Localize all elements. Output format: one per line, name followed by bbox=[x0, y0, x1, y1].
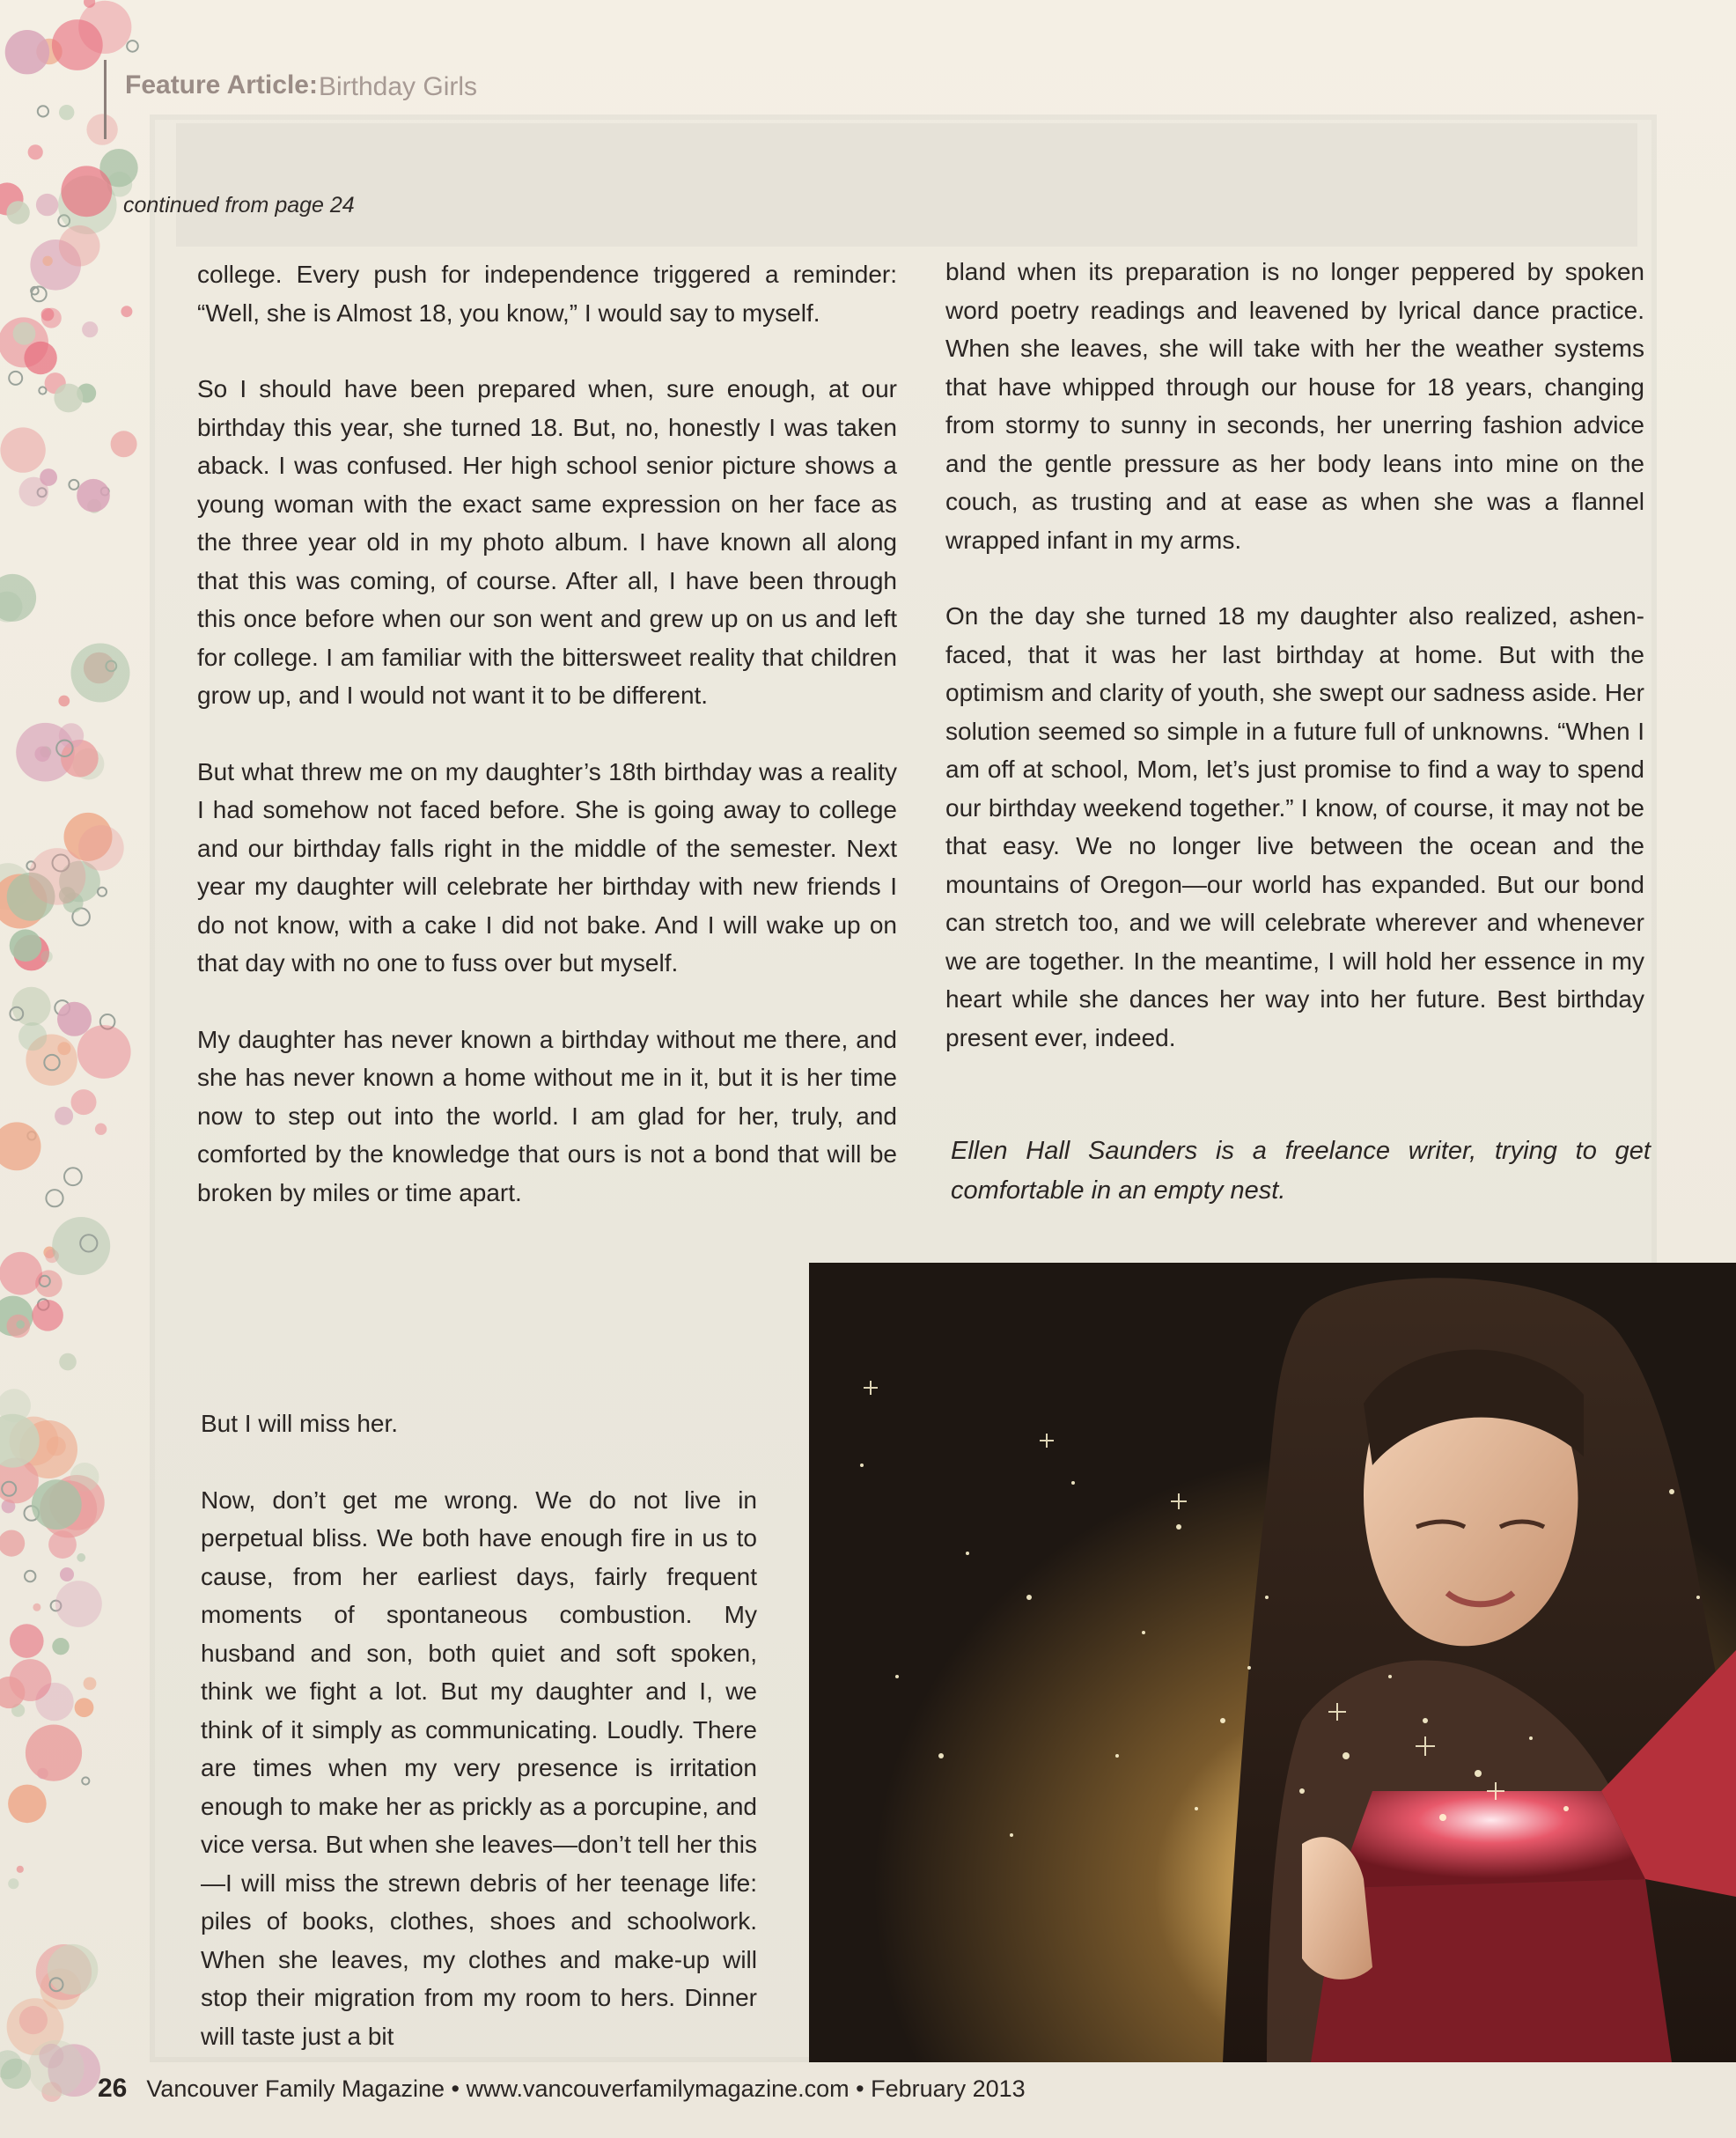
decorative-dot bbox=[75, 1698, 94, 1717]
photo-illustration bbox=[809, 1263, 1736, 2062]
decorative-dot bbox=[0, 427, 45, 472]
decorative-dot bbox=[82, 321, 98, 337]
article-left-column bbox=[197, 255, 897, 1212]
decorative-dot bbox=[29, 848, 86, 905]
decorative-dot bbox=[61, 166, 112, 217]
decorative-dot bbox=[25, 1571, 35, 1581]
decorative-dot bbox=[5, 30, 49, 74]
decorative-dot bbox=[86, 114, 117, 144]
decorative-dot bbox=[54, 384, 83, 413]
decorative-dot bbox=[9, 372, 22, 385]
header-rule bbox=[104, 60, 107, 139]
decorative-dot bbox=[82, 1777, 89, 1784]
decorative-dot bbox=[0, 574, 36, 622]
gift-box-photo bbox=[809, 1263, 1736, 2062]
paragraph: bland when its preparation is no longer peppered by spoken word poetry readings and leavened by lyrical dance practice. When she leaves, she will take with her the weather systems that have whipped through our house for 18 years, changing from stormy to sunny in seconds, her unerring fashion advice and the gentle pressure as her body leans into mine on the couch, as trusting and at ease as when she was a flannel wrapped infant in my arms. bbox=[945, 258, 1644, 554]
decorative-dot bbox=[40, 951, 52, 962]
decorative-dot bbox=[121, 306, 132, 317]
decorative-dot bbox=[59, 225, 100, 267]
decorative-dot bbox=[32, 1300, 63, 1331]
decorative-dot bbox=[127, 41, 138, 52]
decorative-dot bbox=[32, 1479, 82, 1530]
decorative-dot bbox=[16, 1320, 25, 1329]
decorative-dot bbox=[58, 696, 70, 707]
decorative-dot bbox=[0, 1252, 42, 1295]
decorative-dot bbox=[8, 1785, 47, 1824]
decorative-dot bbox=[52, 1638, 69, 1655]
decorative-dot bbox=[77, 1553, 85, 1562]
author-byline: Ellen Hall Saunders is a freelance writer, trying to get comfortable in an empty nest. bbox=[951, 1137, 1651, 1205]
decorative-dot bbox=[77, 1025, 131, 1079]
decorative-dot bbox=[19, 477, 49, 507]
decorative-dot bbox=[6, 201, 29, 224]
decorative-dot bbox=[46, 1190, 63, 1206]
decorative-dot bbox=[41, 308, 62, 328]
section-topic: Birthday Girls bbox=[319, 72, 478, 101]
decorative-dot bbox=[0, 1122, 41, 1170]
paragraph: Now, don’t get me wrong. We do not live in perpetual bliss. We both have enough fire in us to cause, from her earliest days, fairly frequent moments of spontaneous combustion. My husband and son, both quiet and soft spoken, think we fight a lot. But my daughter and I, we think of it simply as communicating. Loudly. There are times when my very presence is irritation enough to make her as prickly as a porcupine, and vice versa. But when she leaves—don’t tell her this—I will miss the strewn debris of her teenage life: piles of books, clothes, shoes and schoolwork. When she leaves, my clothes and make-up will stop their migration from my room to hers. Dinner will taste just a bit bbox=[201, 1486, 757, 2050]
section-label: Feature Article: bbox=[125, 70, 318, 100]
decorative-dot bbox=[71, 1089, 97, 1115]
decorative-dot bbox=[28, 144, 43, 159]
decorative-dot bbox=[10, 929, 42, 962]
decorative-dot bbox=[59, 105, 74, 120]
decorative-dot bbox=[78, 1, 131, 54]
decorative-dot bbox=[47, 1436, 66, 1456]
decorative-dot bbox=[33, 1604, 40, 1611]
decorative-dot bbox=[17, 1866, 24, 1873]
decorative-dot bbox=[98, 888, 107, 896]
decorative-dot bbox=[28, 2040, 85, 2097]
decorative-dot bbox=[8, 1878, 18, 1889]
decorative-dot bbox=[59, 1353, 77, 1371]
decorative-dots-border bbox=[0, 0, 167, 2138]
continued-note: continued from page 24 bbox=[123, 193, 355, 217]
paragraph: My daughter has never known a birthday without me there, and she has never known a home without me in it, but it is her time now to step out into the world. I am glad for her, truly, and comforted by the knowledge that ours is not a bond that will be broken by miles or time apart. bbox=[197, 1025, 897, 1206]
decorative-dot bbox=[60, 1567, 74, 1581]
decorative-dot bbox=[48, 1944, 98, 1994]
paragraph: So I should have been prepared when, sure enough, at our birthday this year, she turned 18. But, no, honestly I was taken aback. I was confused. Her high school senior picture shows a young woman with the exact same expression on her face as the three year old in my photo album. I have known all along that this was coming, of course. After all, I have been through this once before when our son went and grew up on us and left for college. I am familiar with the bittersweet reality that children grow up, and I would not want it to be different. bbox=[197, 375, 897, 709]
decorative-dot bbox=[19, 2006, 48, 2034]
footer-text: Vancouver Family Magazine • www.vancouverfamilymagazine.com • February 2013 bbox=[146, 2075, 1026, 2102]
page-number: 26 bbox=[98, 2074, 128, 2103]
decorative-dot bbox=[55, 1581, 102, 1627]
paragraph: But I will miss her. bbox=[201, 1410, 399, 1437]
paragraph: On the day she turned 18 my daughter also realized, ashen-faced, that it was her last birthday at home. But with the optimism and clarity of youth, she swept our sadness aside. Her solution seemed so simple in a future full of unknowns. “When I am off at school, Mom, let’s just promise to find a way to spend our birthday weekend together.” I know, of course, it may not be that easy. We no longer live between the ocean and the mountains of Oregon—our world has expanded. But our bond can stretch too, and we will celebrate wherever and whenever we are together. In the meantime, I will hold her essence in my heart while she dances her way into her future. Best birthday present ever, indeed. bbox=[945, 602, 1644, 1051]
article-right-column bbox=[945, 253, 1644, 1057]
decorative-dot bbox=[84, 1677, 97, 1691]
decorative-dot bbox=[38, 106, 48, 116]
decorative-dot bbox=[18, 1022, 47, 1051]
decorative-dot bbox=[69, 480, 78, 490]
article-left-narrow-column bbox=[201, 1404, 757, 2055]
decorative-dot bbox=[77, 479, 110, 512]
decorative-dot bbox=[78, 825, 124, 871]
decorative-dot bbox=[111, 431, 137, 457]
decorative-dot bbox=[10, 1624, 44, 1658]
paragraph: college. Every push for independence triggered a reminder: “Well, she is Almost 18, you know,” I would say to myself. bbox=[197, 261, 897, 327]
page-footer bbox=[98, 2074, 1026, 2104]
decorative-dot bbox=[0, 1530, 25, 1557]
decorative-dot bbox=[42, 256, 52, 266]
paragraph: But what threw me on my daughter’s 18th birthday was a reality I had somehow not faced before. She is going away to college and our birthday falls right in the middle of the semester. Next year my daughter will celebrate her birthday with new friends I do not know, with a cake I did not bake. And I will wake up on that day with no one to fuss over but myself. bbox=[197, 757, 897, 977]
decorative-dot bbox=[71, 644, 130, 703]
decorative-dot bbox=[36, 194, 58, 216]
decorative-dot bbox=[95, 1124, 107, 1135]
decorative-dot bbox=[55, 1107, 73, 1125]
decorative-dot bbox=[57, 1002, 92, 1036]
decorative-dot bbox=[13, 322, 36, 345]
decorative-dot bbox=[64, 1168, 82, 1185]
decorative-dot bbox=[39, 387, 46, 394]
decorative-dot bbox=[26, 1725, 82, 1781]
show-through-ad-band bbox=[176, 123, 1637, 247]
